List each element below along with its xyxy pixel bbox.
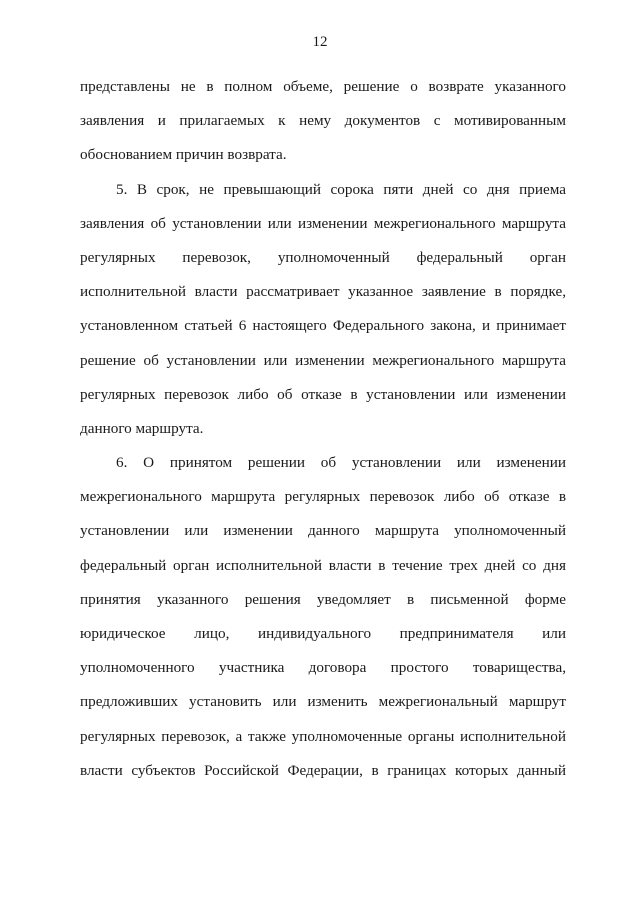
- text-line: власти субъектов Российской Федерации, в границах которых данный: [80, 761, 566, 779]
- text-line: установлении или изменении данного маршрута уполномоченный: [80, 522, 566, 540]
- text-line: обоснованием причин возврата.: [80, 146, 287, 164]
- text-line: представлены не в полном объеме, решение о возврате указанного: [80, 78, 566, 95]
- text-line: межрегионального маршрута регулярных перевозок либо об отказе в: [80, 488, 566, 506]
- text-line: регулярных перевозок, уполномоченный федеральный орган: [80, 248, 566, 266]
- text-line: уполномоченного участника договора простого товарищества,: [80, 659, 566, 677]
- text-line: 6. О принятом решении об установлении или изменении: [116, 454, 566, 472]
- text-line: данного маршрута.: [80, 419, 204, 437]
- text-line: принятия указанного решения уведомляет в письменной форме: [80, 590, 566, 608]
- text-line: установленном статьей 6 настоящего Федерального закона, и принимает: [80, 317, 566, 335]
- text-line: заявления и прилагаемых к нему документов с мотивированным: [80, 112, 566, 130]
- text-line: предложивших установить или изменить межрегиональный маршрут: [80, 693, 566, 711]
- text-line: исполнительной власти рассматривает указанное заявление в порядке,: [80, 283, 566, 301]
- page-number: 12: [312, 34, 328, 50]
- text-line: заявления об установлении или изменении межрегионального маршрута: [80, 214, 566, 232]
- document-body: [80, 70, 566, 788]
- text-line: 5. В срок, не превышающий сорока пяти дней со дня приема: [116, 180, 566, 198]
- text-line: федеральный орган исполнительной власти в течение трех дней со дня: [80, 556, 566, 574]
- text-line: решение об установлении или изменении межрегионального маршрута: [80, 351, 566, 369]
- text-line: регулярных перевозок либо об отказе в установлении или изменении: [80, 385, 566, 403]
- text-line: регулярных перевозок, а также уполномоченные органы исполнительной: [80, 727, 566, 745]
- text-line: юридическое лицо, индивидуального предпринимателя или: [80, 625, 566, 642]
